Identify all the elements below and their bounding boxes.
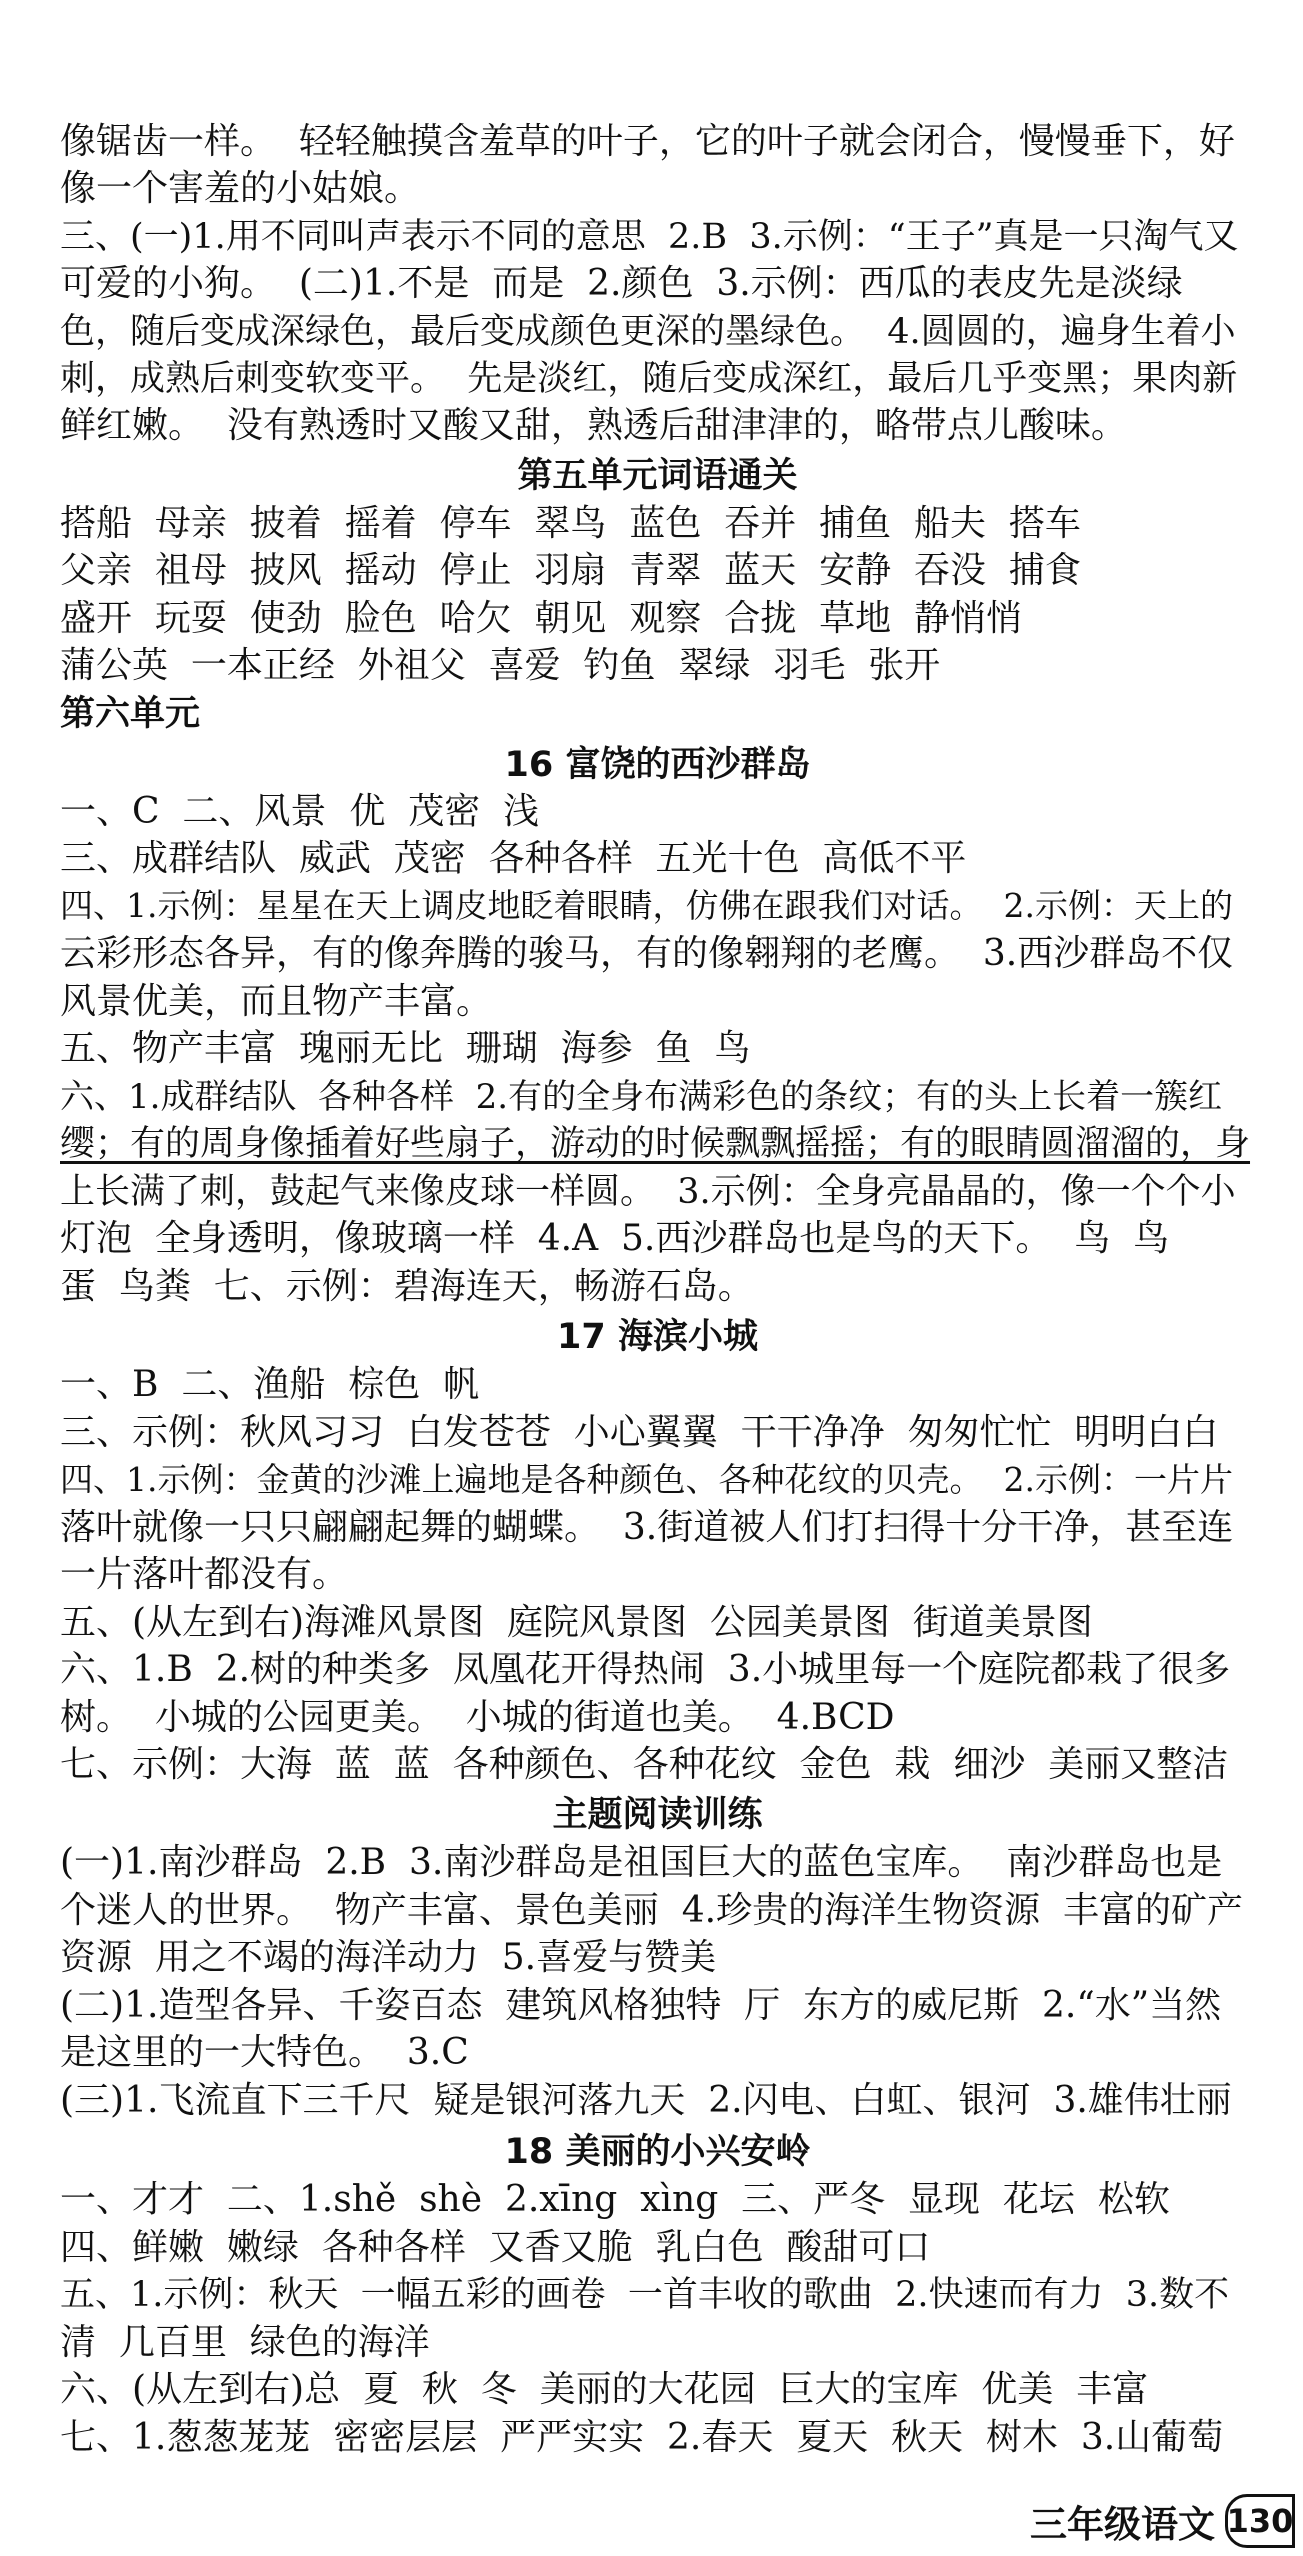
text-line: 三、示例：秋风习习 白发苍苍 小心翼翼 干干净净 匆匆忙忙 明明白白 bbox=[60, 1412, 1219, 1453]
underlined-line: 缨；有的周身像插着好些扇子，游动的时候飘飘摇摇；有的眼睛圆溜溜的，身 bbox=[60, 1124, 1251, 1164]
text-line: 三、成群结队 威武 茂密 各种各样 五光十色 高低不平 bbox=[60, 838, 967, 879]
lesson17-title: 17 海滨小城 bbox=[557, 1317, 758, 1357]
text-line: (二)1.造型各异、千姿百态 建筑风格独特 厅 东方的威尼斯 2.“水”当然 bbox=[60, 1985, 1222, 2026]
text-line: 七、示例：大海 蓝 蓝 各种颜色、各种花纹 金色 栽 细沙 美丽又整洁 bbox=[60, 1744, 1229, 1785]
text-line: 一片落叶都没有。 bbox=[60, 1554, 349, 1595]
text-line: 鲜红嫩。 没有熟透时又酸又甜，熟透后甜津津的，略带点儿酸味。 bbox=[60, 405, 1127, 446]
page-number: 130 bbox=[1225, 2494, 1295, 2548]
text-line: 五、1.示例：秋天 一幅五彩的画卷 一首丰收的歌曲 2.快速而有力 3.数不 bbox=[60, 2275, 1230, 2315]
text-line: 蛋 鸟粪 七、示例：碧海连天，畅游石岛。 bbox=[60, 1266, 754, 1307]
text-line: 灯泡 全身透明，像玻璃一样 4.A 5.西沙群岛也是鸟的天下。 鸟 鸟 bbox=[60, 1218, 1170, 1259]
grade-subject-label: 三年级语文 bbox=[1030, 2503, 1215, 2546]
text-line: 落叶就像一只只翩翩起舞的蝴蝶。 3.街道被人们打扫得十分干净，甚至连 bbox=[60, 1507, 1234, 1548]
text-line: 可爱的小狗。 (二)1.不是 而是 2.颜色 3.示例：西瓜的表皮先是淡绿 bbox=[60, 263, 1183, 304]
reading-title: 主题阅读训练 bbox=[552, 1795, 763, 1835]
text-line: 上长满了刺，鼓起气来像皮球一样圆。 3.示例：全身亮晶晶的，像一个个小 bbox=[60, 1172, 1236, 1212]
text-line: 一、C 二、风景 优 茂密 浅 bbox=[60, 791, 540, 832]
text-line: 五、(从左到右)海滩风景图 庭院风景图 公园美景图 街道美景图 bbox=[60, 1602, 1093, 1643]
page-footer bbox=[1030, 2494, 1295, 2548]
text-line: 色，随后变成深绿色，最后变成颜色更深的墨绿色。 4.圆圆的，遍身生着小 bbox=[60, 312, 1236, 352]
text-line: 一、B 二、渔船 棕色 帆 bbox=[60, 1364, 480, 1405]
lesson16-title: 16 富饶的西沙群岛 bbox=[504, 745, 811, 785]
word-line: 搭船 母亲 披着 摇着 停车 翠鸟 蓝色 吞并 捕鱼 船夫 搭车 bbox=[60, 503, 1081, 544]
text-line: 风景优美，而且物产丰富。 bbox=[60, 981, 493, 1022]
text-line: 七、1.葱葱茏茏 密密层层 严严实实 2.春天 夏天 秋天 树木 3.山葡萄 bbox=[60, 2417, 1224, 2458]
word-line: 父亲 祖母 披风 摇动 停止 羽扇 青翠 蓝天 安静 吞没 捕食 bbox=[60, 550, 1081, 591]
text-line: 像锯齿一样。 轻轻触摸含羞草的叶子，它的叶子就会闭合，慢慢垂下，好 bbox=[60, 121, 1235, 162]
word-line: 蒲公英 一本正经 外祖父 喜爱 钓鱼 翠绿 羽毛 张开 bbox=[60, 645, 941, 686]
text-line: 云彩形态各异，有的像奔腾的骏马，有的像翱翔的老鹰。 3.西沙群岛不仅 bbox=[60, 933, 1234, 974]
unit5-title: 第五单元词语通关 bbox=[517, 456, 798, 496]
text-line: 一、才才 二、1.shě shè 2.xīng xìng 三、严冬 显现 花坛 松软 bbox=[60, 2179, 1170, 2220]
text-line: 刺，成熟后刺变软变平。 先是淡红，随后变成深红，最后几乎变黑；果肉新 bbox=[60, 359, 1238, 399]
text-line: 是这里的一大特色。 3.C bbox=[60, 2032, 469, 2073]
text-line: 清 几百里 绿色的海洋 bbox=[60, 2322, 430, 2363]
text-line: (三)1.飞流直下三千尺 疑是银河落九天 2.闪电、白虹、银河 3.雄伟壮丽 bbox=[60, 2080, 1232, 2121]
text-line: 个迷人的世界。 物产丰富、景色美丽 4.珍贵的海洋生物资源 丰富的矿产 bbox=[60, 1890, 1244, 1931]
unit6-heading: 第六单元 bbox=[60, 694, 201, 734]
text-line: 五、物产丰富 瑰丽无比 珊瑚 海参 鱼 鸟 bbox=[60, 1028, 751, 1069]
text-line: 六、1.成群结队 各种各样 2.有的全身布满彩色的条纹；有的头上长着一簇红 bbox=[60, 1077, 1223, 1117]
text-line: 四、1.示例：星星在天上调皮地眨着眼睛，仿佛在跟我们对话。 2.示例：天上的 bbox=[60, 886, 1233, 925]
text-line: 六、(从左到右)总 夏 秋 冬 美丽的大花园 巨大的宝库 优美 丰富 bbox=[60, 2369, 1149, 2410]
lesson18-title: 18 美丽的小兴安岭 bbox=[504, 2132, 811, 2172]
text-line: 四、鲜嫩 嫩绿 各种各样 又香又脆 乳白色 酸甜可口 bbox=[60, 2227, 931, 2268]
text-line: 四、1.示例：金黄的沙滩上遍地是各种颜色、各种花纹的贝壳。 2.示例：一片片 bbox=[60, 1460, 1233, 1499]
word-line: 盛开 玩耍 使劲 脸色 哈欠 朝见 观察 合拢 草地 静悄悄 bbox=[60, 598, 1022, 639]
text-line: 像一个害羞的小姑娘。 bbox=[60, 168, 421, 209]
text-line: (一)1.南沙群岛 2.B 3.南沙群岛是祖国巨大的蓝色宝库。 南沙群岛也是 bbox=[60, 1842, 1223, 1883]
text-line: 树。 小城的公园更美。 小城的街道也美。 4.BCD bbox=[60, 1697, 895, 1738]
text-line: 三、(一)1.用不同叫声表示不同的意思 2.B 3.示例：“王子”真是一只淘气又 bbox=[60, 217, 1239, 257]
text-line: 资源 用之不竭的海洋动力 5.喜爱与赞美 bbox=[60, 1937, 717, 1978]
text-line: 六、1.B 2.树的种类多 凤凰花开得热闹 3.小城里每一个庭院都栽了很多 bbox=[60, 1649, 1231, 1690]
